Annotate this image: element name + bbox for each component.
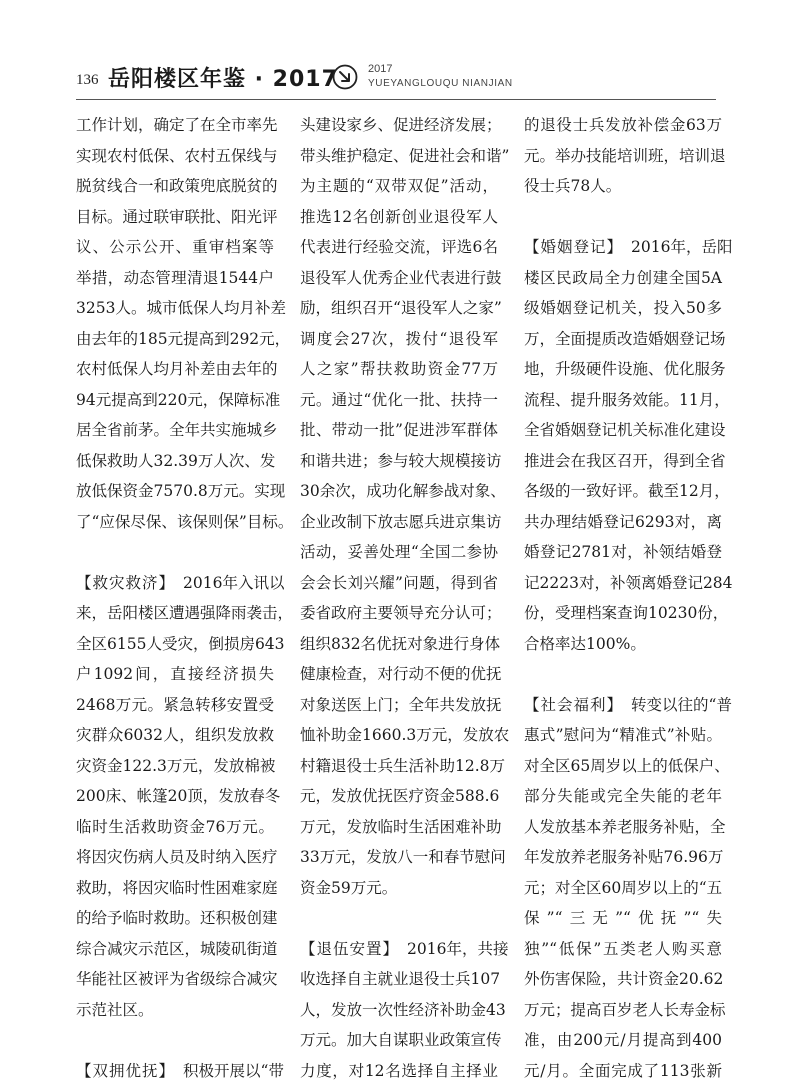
- text-line: [524, 1056, 722, 1086]
- text-line: [300, 1056, 498, 1086]
- text-line-content: 人发放基本养老服务补贴，全: [524, 812, 726, 843]
- text-line-content: 份，受理档案查询10230份，: [524, 598, 728, 629]
- text-line: [524, 385, 722, 416]
- text-line: [300, 995, 498, 1026]
- text-line: [300, 324, 498, 355]
- paragraph-gap: [76, 1025, 274, 1056]
- text-line-content: 元。通过“优化一批、扶持一: [300, 385, 498, 416]
- text-line-content: 元/月。全面完成了113张新: [524, 1056, 722, 1086]
- text-line: [300, 873, 498, 904]
- text-line-content: 惠式”慰问为“精准式”补贴。: [524, 720, 722, 751]
- text-line: [300, 171, 498, 202]
- text-line-content: 组织832名优抚对象进行身体: [300, 629, 500, 660]
- text-line-content: 万元。加大自谋职业政策宣传: [300, 1025, 502, 1056]
- text-line: [524, 629, 722, 660]
- text-line: [524, 781, 722, 812]
- text-line: [524, 842, 722, 873]
- text-line-content: 为主题的“双带双促”活动，: [300, 171, 498, 202]
- text-line-content: 实现农村低保、农村五保线与: [76, 141, 278, 172]
- text-line-content: 推进会在我区召开，得到全省: [524, 446, 726, 477]
- text-line-content: 3253人。城市低保人均月补差: [76, 293, 286, 324]
- text-line-content: 放低保资金7570.8万元。实现: [76, 476, 285, 507]
- text-line: [524, 873, 722, 904]
- text-line: [300, 354, 498, 385]
- text-line-content: 综合减灾示范区，城陵矶街道: [76, 934, 278, 965]
- text-line-content: 的给予临时救助。还积极创建: [76, 903, 278, 934]
- text-line: [300, 202, 498, 233]
- text-line-content: 年发放养老服务补贴76.96万: [524, 842, 723, 873]
- text-line-content: 2016年入讯以: [183, 568, 284, 599]
- header-rule: [76, 99, 716, 100]
- text-line-content: 对象送医上门；全年共发放抚: [300, 690, 502, 721]
- text-line: [524, 263, 722, 294]
- text-line: [76, 446, 274, 477]
- text-line-content: 示范社区。: [76, 995, 274, 1026]
- text-line-content: 万，全面提质改造婚姻登记场: [524, 324, 726, 355]
- text-line-content: 健康检查，对行动不便的优抚: [300, 659, 502, 690]
- section-heading: 【婚姻登记】: [524, 232, 623, 263]
- text-line: [300, 720, 498, 751]
- text-line: [524, 751, 722, 782]
- section-heading: 【双拥优抚】: [76, 1056, 175, 1086]
- text-line: [524, 568, 722, 599]
- text-line-content: 30余次，成功化解参战对象、: [300, 476, 506, 507]
- text-line-content: 恤补助金1660.3万元，发放农: [300, 720, 509, 751]
- text-line: [76, 507, 274, 538]
- text-line: [76, 934, 274, 965]
- text-line: [300, 537, 498, 568]
- paragraph-gap: [524, 659, 722, 690]
- text-line: [76, 781, 274, 812]
- text-line: [76, 202, 274, 233]
- text-line: [76, 629, 274, 660]
- section-heading: 【救灾救济】: [76, 568, 175, 599]
- text-line: [524, 720, 722, 751]
- text-line: [300, 385, 498, 416]
- page-number: 136: [76, 72, 99, 89]
- text-line: [300, 934, 498, 965]
- text-line-content: 役士兵78人。: [524, 171, 722, 202]
- text-line-content: 流程、提升服务效能。11月，: [524, 385, 730, 416]
- text-line: [76, 842, 274, 873]
- text-line: [76, 354, 274, 385]
- text-line: [76, 995, 274, 1026]
- text-line-content: 居全省前茅。全年共实施城乡: [76, 415, 278, 446]
- text-line: [300, 629, 498, 660]
- text-line-content: 工作计划，确定了在全市率先: [76, 110, 278, 141]
- text-line-content: 2016年，共接: [407, 934, 508, 965]
- text-line-content: 元；对全区60周岁以上的“五: [524, 873, 722, 904]
- text-line-content: 保”“三无”“优抚”“失: [524, 903, 722, 934]
- text-line: [76, 720, 274, 751]
- text-line-content: 积极开展以“带: [183, 1056, 284, 1086]
- text-line-content: 村籍退役士兵生活补助12.8万: [300, 751, 505, 782]
- text-line: [76, 324, 274, 355]
- text-line: [524, 1025, 722, 1056]
- text-line-content: 对全区65周岁以上的低保户、: [524, 751, 730, 782]
- text-line: [300, 507, 498, 538]
- text-line: [300, 842, 498, 873]
- text-line-content: 外伤害保险，共计资金20.62: [524, 964, 723, 995]
- header-pinyin: YUEYANGLOUQU NIANJIAN: [368, 78, 513, 89]
- text-line-content: 带头维护稳定、促进社会和谐”: [300, 141, 509, 172]
- text-line: [524, 141, 722, 172]
- text-line-content: 由去年的185元提高到292元，: [76, 324, 290, 355]
- text-line: [524, 293, 722, 324]
- text-line-content: 2016年，岳阳: [631, 232, 732, 263]
- text-line: [524, 507, 722, 538]
- text-line-content: 推选12名创新创业退役军人: [300, 202, 498, 233]
- text-line: [76, 568, 274, 599]
- text-line: [76, 873, 274, 904]
- text-line-content: 灾资金122.3万元，发放棉被: [76, 751, 275, 782]
- text-line: [76, 1056, 274, 1086]
- text-line: [300, 751, 498, 782]
- text-line: [76, 690, 274, 721]
- text-line-content: 楼区民政局全力创建全国5A: [524, 263, 722, 294]
- book-title: 岳阳楼区年鉴 · 2017: [108, 62, 338, 93]
- text-line-content: 农村低保人均月补差由去年的: [76, 354, 278, 385]
- text-line: [76, 598, 274, 629]
- text-line-content: 各级的一致好评。截至12月，: [524, 476, 730, 507]
- text-line-content: 将因灾伤病人员及时纳入医疗: [76, 842, 278, 873]
- text-line-content: 元，发放优抚医疗资金588.6: [300, 781, 499, 812]
- text-line-content: 脱贫线合一和政策兜底脱贫的: [76, 171, 278, 202]
- text-line: [76, 812, 274, 843]
- text-line: [524, 598, 722, 629]
- text-line: [300, 568, 498, 599]
- text-line: [524, 446, 722, 477]
- text-line: [524, 934, 722, 965]
- text-line-content: 临时生活救助资金76万元。: [76, 812, 274, 843]
- text-line: [300, 964, 498, 995]
- section-heading: 【退伍安置】: [300, 934, 399, 965]
- text-line: [76, 751, 274, 782]
- text-line: [524, 232, 722, 263]
- text-line-content: 企业改制下放志愿兵进京集访: [300, 507, 502, 538]
- text-column-2: [300, 110, 498, 1086]
- text-line: [76, 476, 274, 507]
- text-line-content: 独”“低保”五类老人购买意: [524, 934, 722, 965]
- text-line-content: 委省政府主要领导充分认可；: [300, 598, 502, 629]
- text-line: [524, 110, 722, 141]
- text-line: [300, 293, 498, 324]
- text-line: [300, 1025, 498, 1056]
- text-line: [76, 141, 274, 172]
- text-line: [76, 171, 274, 202]
- text-line-content: 人，发放一次性经济补助金43: [300, 995, 506, 1026]
- text-line-content: 和谐共进；参与较大规模接访: [300, 446, 502, 477]
- text-line: [300, 141, 498, 172]
- text-line: [524, 415, 722, 446]
- paragraph-gap: [524, 202, 722, 233]
- text-line-content: 了“应保尽保、该保则保”目标。: [76, 507, 293, 538]
- circle-arrow-icon: [332, 64, 358, 90]
- text-line-content: 33万元，发放八一和春节慰问: [300, 842, 506, 873]
- text-line-content: 批、带动一批”促进涉军群体: [300, 415, 498, 446]
- text-line-content: 2468万元。紧急转移安置受: [76, 690, 274, 721]
- text-line-content: 级婚姻登记机关，投入50多: [524, 293, 722, 324]
- text-line: [76, 385, 274, 416]
- text-line-content: 转变以往的“普: [631, 690, 732, 721]
- text-line-content: 退役军人优秀企业代表进行鼓: [300, 263, 502, 294]
- text-line: [524, 537, 722, 568]
- text-line: [524, 690, 722, 721]
- text-line-content: 全区6155人受灾，倒损房643: [76, 629, 285, 660]
- text-line-content: 会会长刘兴耀”问题，得到省: [300, 568, 498, 599]
- text-line-content: 共办理结婚登记6293对，离: [524, 507, 722, 538]
- text-line-content: 部分失能或完全失能的老年: [524, 781, 722, 812]
- text-column-3: [524, 110, 722, 1086]
- text-line-content: 救助，将因灾临时性困难家庭: [76, 873, 278, 904]
- text-line-content: 200床、帐篷20顶，发放春冬: [76, 781, 280, 812]
- text-line-content: 的退役士兵发放补偿金63万: [524, 110, 722, 141]
- header-year: 2017: [368, 63, 392, 75]
- text-line-content: 来，岳阳楼区遭遇强降雨袭击，: [76, 598, 293, 629]
- text-line-content: 94元提高到220元，保障标准: [76, 385, 280, 416]
- text-line: [76, 263, 274, 294]
- text-line: [300, 110, 498, 141]
- text-line: [300, 598, 498, 629]
- text-line-content: 人之家”帮扶救助资金77万: [300, 354, 498, 385]
- text-line-content: 准，由200元/月提高到400: [524, 1025, 722, 1056]
- text-line-content: 户1092间，直接经济损失: [76, 659, 274, 690]
- text-line-content: 力度，对12名选择自主择业: [300, 1056, 498, 1086]
- text-line-content: 元。举办技能培训班，培训退: [524, 141, 726, 172]
- paragraph-gap: [76, 537, 274, 568]
- text-line: [524, 476, 722, 507]
- text-line-content: 万元；提高百岁老人长寿金标: [524, 995, 726, 1026]
- text-line-content: 地，升级硬件设施、优化服务: [524, 354, 726, 385]
- text-line: [300, 659, 498, 690]
- text-line: [300, 415, 498, 446]
- text-line: [76, 232, 274, 263]
- text-line: [76, 110, 274, 141]
- paragraph-gap: [300, 903, 498, 934]
- text-line-content: 活动，妥善处理“全国二参协: [300, 537, 498, 568]
- text-line: [300, 812, 498, 843]
- text-line-content: 华能社区被评为省级综合减灾: [76, 964, 278, 995]
- text-line: [524, 354, 722, 385]
- text-line-content: 灾群众6032人，组织发放救: [76, 720, 274, 751]
- text-line-content: 目标。通过联审联批、阳光评: [76, 202, 278, 233]
- section-heading: 【社会福利】: [524, 690, 623, 721]
- text-line-content: 代表进行经验交流，评选6名: [300, 232, 498, 263]
- text-line: [76, 659, 274, 690]
- text-line: [76, 964, 274, 995]
- text-line-content: 议、公示公开、重审档案等: [76, 232, 274, 263]
- text-line: [524, 171, 722, 202]
- text-line: [300, 476, 498, 507]
- text-line-content: 低保救助人32.39万人次、发: [76, 446, 275, 477]
- text-line-content: 调度会27次，拨付“退役军: [300, 324, 498, 355]
- text-line-content: 头建设家乡、促进经济发展；: [300, 110, 502, 141]
- text-line: [300, 690, 498, 721]
- text-line: [300, 263, 498, 294]
- text-line: [300, 781, 498, 812]
- text-line: [76, 293, 274, 324]
- text-line-content: 合格率达100%。: [524, 629, 722, 660]
- page-header: [0, 0, 793, 100]
- text-line: [524, 903, 722, 934]
- text-line: [524, 964, 722, 995]
- text-line: [76, 903, 274, 934]
- text-column-1: [76, 110, 274, 1086]
- text-line-content: 收选择自主就业退役士兵107: [300, 964, 500, 995]
- text-line-content: 万元，发放临时生活困难补助: [300, 812, 502, 843]
- text-line-content: 全省婚姻登记机关标准化建设: [524, 415, 726, 446]
- text-line: [76, 415, 274, 446]
- text-line: [524, 812, 722, 843]
- text-line: [524, 324, 722, 355]
- text-line: [524, 995, 722, 1026]
- text-line-content: 记2223对，补领离婚登记284: [524, 568, 733, 599]
- text-line: [300, 446, 498, 477]
- text-line-content: 举措，动态管理清退1544户: [76, 263, 274, 294]
- text-line-content: 资金59万元。: [300, 873, 498, 904]
- text-line: [300, 232, 498, 263]
- text-line-content: 励，组织召开“退役军人之家”: [300, 293, 502, 324]
- text-line-content: 婚登记2781对，补领结婚登: [524, 537, 722, 568]
